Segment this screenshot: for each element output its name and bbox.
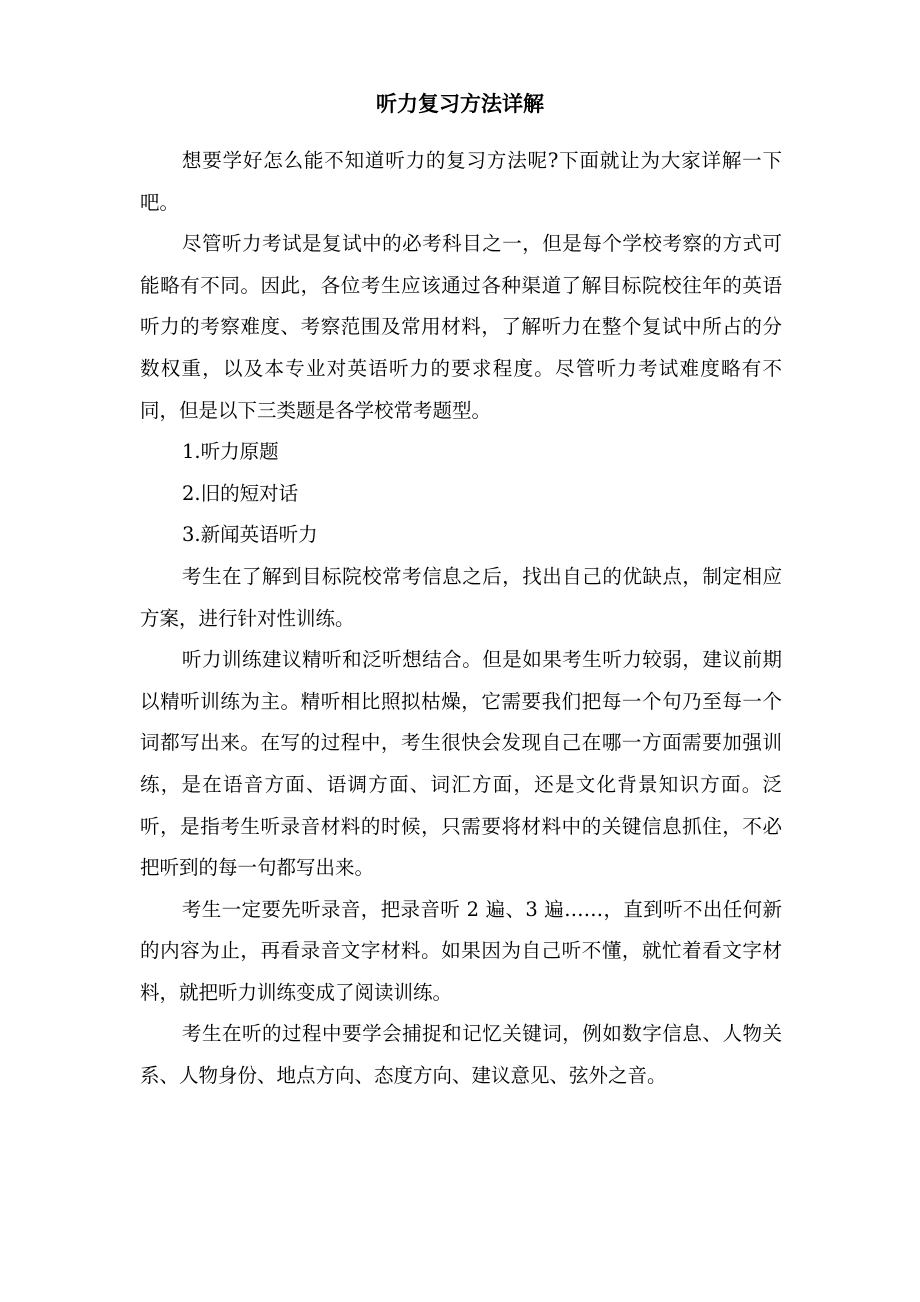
keywords-paragraph: 考生在听的过程中要学会捕捉和记忆关键词，例如数字信息、人物关系、人物身份、地点方向、态度方向、建议意见、弦外之音。 (140, 1022, 782, 1088)
list-item: 1.听力原题 (182, 440, 279, 464)
plan-paragraph: 考生在了解到目标院校常考信息之后，找出自己的优缺点，制定相应方案，进行针对性训练。 (140, 564, 782, 630)
list-item: 2.旧的短对话 (182, 481, 299, 505)
intro-paragraph: 想要学好怎么能不知道听力的复习方法呢?下面就让为大家详解一下吧。 (140, 149, 782, 214)
listen-first-paragraph: 考生一定要先听录音，把录音听 2 遍、3 遍……，直到听不出任何新的内容为止，再看录音文字材料。如果因为自己听不懂，就忙着看文字材料，就把听力训练变成了阅读训练。 (140, 897, 782, 1004)
list-item: 3.新闻英语听力 (182, 523, 318, 547)
document-body (140, 140, 782, 1097)
training-method-paragraph: 听力训练建议精听和泛听想结合。但是如果考生听力较弱，建议前期以精听训练为主。精听相比照拟枯燥，它需要我们把每一个句乃至每一个词都写出来。在写的过程中，考生很快会发现自己在哪一方面需要加强训练，是在语音方面、语调方面、词汇方面，还是文化背景知识方面。泛听，是指考生听录音材料的时候，只需要将材料中的关键信息抓住，不必把听到的每一句都写出来。 (140, 648, 782, 880)
exam-overview-paragraph: 尽管听力考试是复试中的必考科目之一，但是每个学校考察的方式可能略有不同。因此，各位考生应该通过各种渠道了解目标院校往年的英语听力的考察难度、考察范围及常用材料，了解听力在整个复试中所占的分数权重，以及本专业对英语听力的要求程度。尽管听力考试难度略有不同，但是以下三类题是各学校常考题型。 (140, 232, 782, 422)
document-title: 听力复习方法详解 (376, 91, 544, 116)
